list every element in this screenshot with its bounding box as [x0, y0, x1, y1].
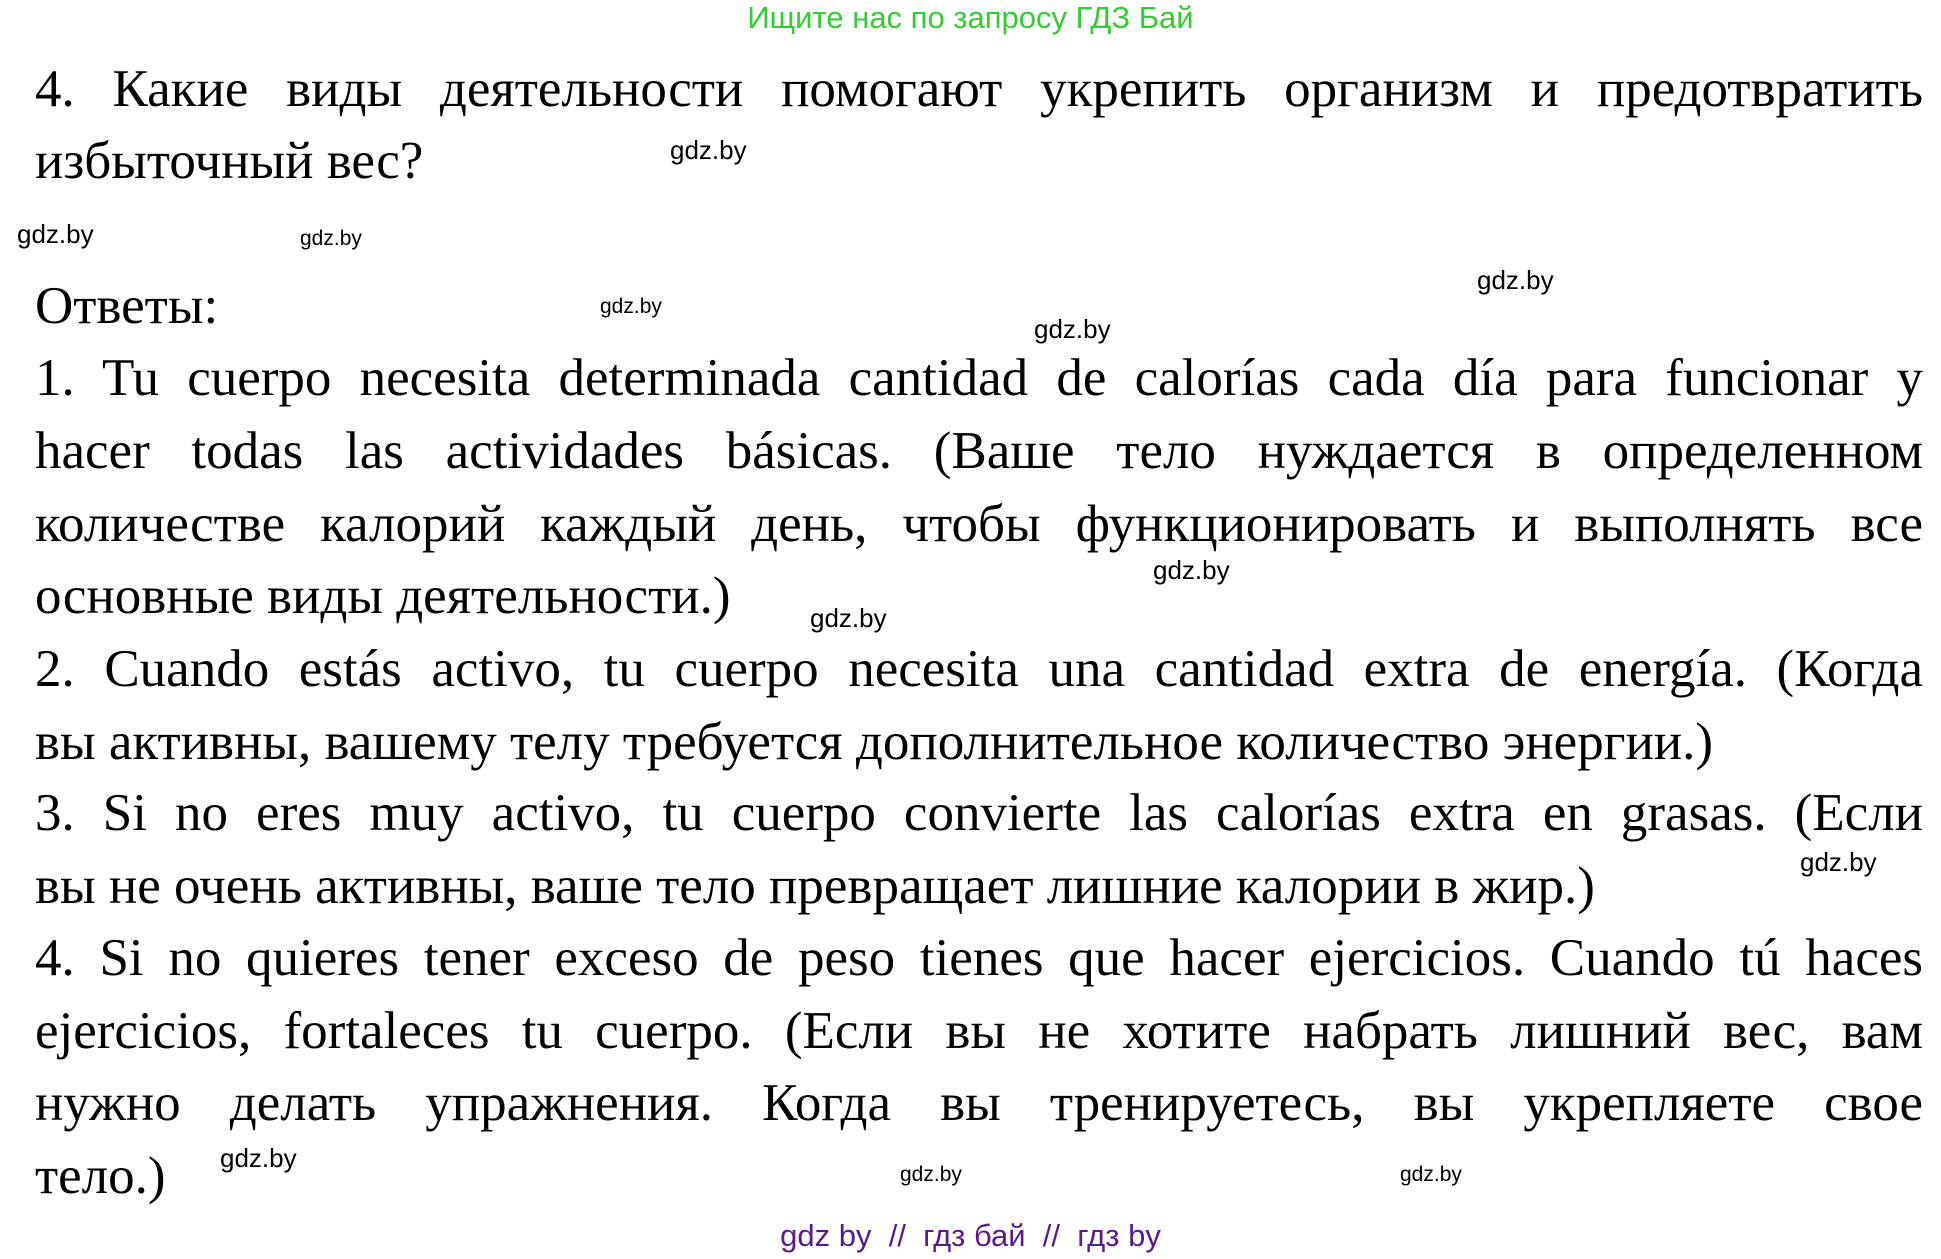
watermark: gdz.by	[900, 1163, 962, 1186]
watermark: gdz.by	[1400, 1163, 1462, 1186]
watermark: gdz.by	[1800, 847, 1877, 877]
footer-links[interactable]: gdz by // гдз бай // гдз by	[780, 1218, 1161, 1253]
watermark: gdz.by	[220, 1143, 297, 1173]
answer-4-line: ejercicios, fortaleces tu cuerpo. (Если вы не хотите набрать лишний вес, вам	[35, 1002, 1923, 1060]
answer-2-line: 2. Cuando estás activo, tu cuerpo necesita una cantidad extra de energía. (Когда	[35, 640, 1923, 698]
answer-2-line: вы активны, вашему телу требуется дополнительное количество энергии.)	[35, 713, 1714, 771]
question-line: избыточный вес?	[35, 132, 424, 190]
answer-1-line: hacer todas las actividades básicas. (Ваше тело нуждается в определенном	[35, 422, 1923, 480]
answer-4-line: тело.)	[35, 1147, 166, 1205]
watermark: gdz.by	[670, 135, 747, 165]
question-line: 4. Какие виды деятельности помогают укрепить организм и предотвратить	[35, 60, 1923, 118]
watermark: gdz.by	[1477, 265, 1554, 295]
answer-3-line: вы не очень активны, ваше тело превращает лишние калории в жир.)	[35, 857, 1595, 915]
watermark: gdz.by	[1153, 555, 1230, 585]
answer-1-line: основные виды деятельности.)	[35, 567, 731, 625]
watermark: gdz.by	[600, 295, 662, 318]
watermark: gdz.by	[300, 227, 362, 250]
answer-4-line: 4. Si no quieres tener exceso de peso tienes que hacer ejercicios. Cuando tú haces	[35, 929, 1923, 987]
answer-1-line: 1. Tu cuerpo necesita determinada cantidad de calorías cada día para funcionar y	[35, 349, 1923, 407]
watermark: gdz.by	[810, 603, 887, 633]
answers-heading: Ответы:	[35, 277, 219, 335]
answer-1-line: количестве калорий каждый день, чтобы функционировать и выполнять все	[35, 495, 1923, 553]
watermark: gdz.by	[17, 219, 94, 249]
answer-4-line: нужно делать упражнения. Когда вы тренируетесь, вы укрепляете свое	[35, 1074, 1923, 1132]
answer-3-line: 3. Si no eres muy activo, tu cuerpo convierte las calorías extra en grasas. (Если	[35, 784, 1923, 842]
search-hint-banner: Ищите нас по запросу ГДЗ Бай	[747, 0, 1194, 35]
watermark: gdz.by	[1034, 314, 1111, 344]
